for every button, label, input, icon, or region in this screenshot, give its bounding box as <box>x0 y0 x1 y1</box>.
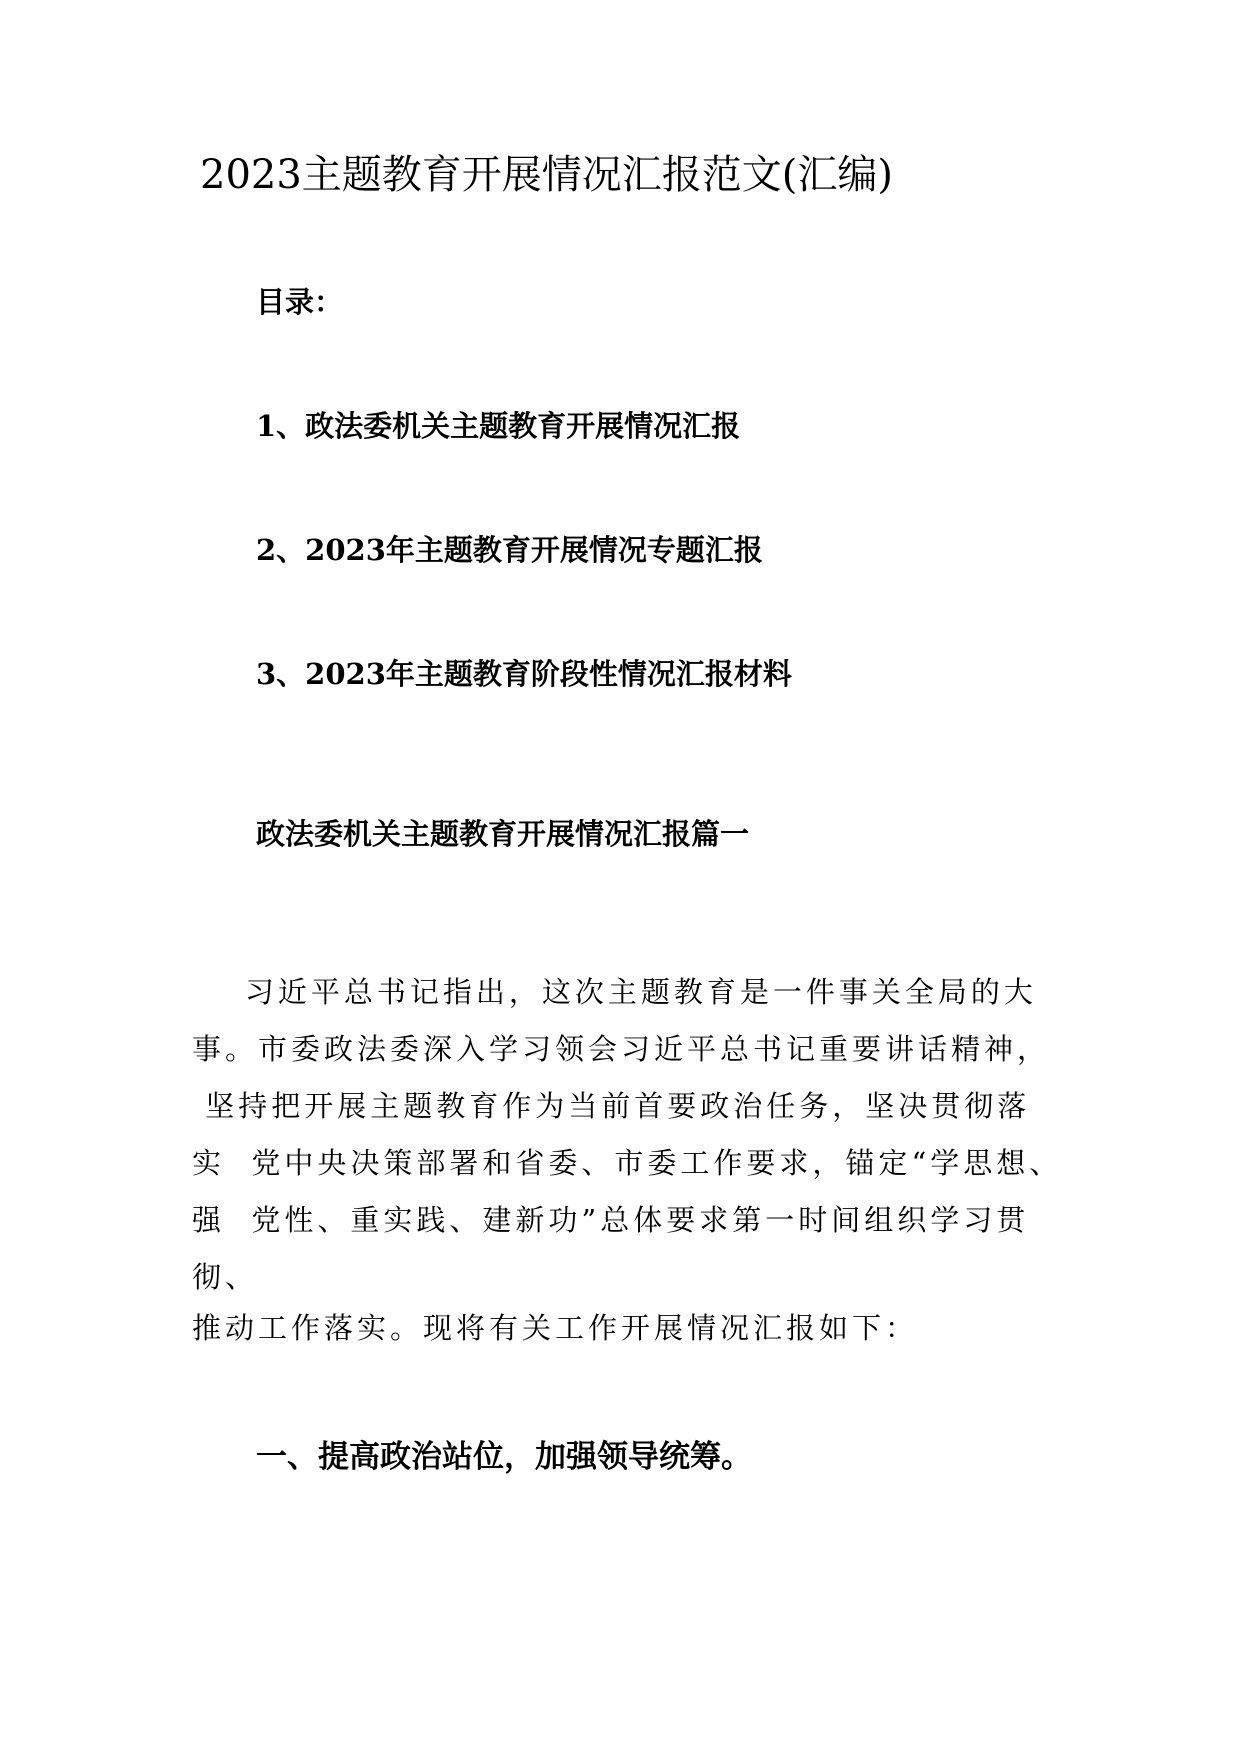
body-text-line: 推动工作落实。现将有关工作开展情况汇报如下： <box>192 1311 919 1345</box>
body-text-line: 事。市委政法委深入学习领会习近平总书记重要讲话精神， <box>192 1032 1051 1066</box>
body-text-line: 坚持把开展主题教育作为当前首要政治任务，坚决贯彻落 <box>192 1089 1031 1123</box>
body-text-line: 彻、 <box>192 1260 259 1294</box>
document-title: 2023主题教育开展情况汇报范文(汇编) <box>200 152 894 198</box>
body-text-line: 实 党中央决策部署和省委、市委工作要求，锚定“学思想、 <box>192 1146 1063 1180</box>
toc-item: 3、2023年主题教育阶段性情况汇报材料 <box>256 657 792 691</box>
toc-item: 1、政法委机关主题教育开展情况汇报 <box>256 409 741 443</box>
sub-heading: 一、提高政治站位，加强领导统筹。 <box>256 1439 752 1475</box>
body-text-line: 习近平总书记指出，这次主题教育是一件事关全局的大 <box>192 975 1037 1009</box>
section-heading: 政法委机关主题教育开展情况汇报篇一 <box>256 817 750 851</box>
toc-heading: 目录： <box>256 285 344 319</box>
toc-item: 2、2023年主题教育开展情况专题汇报 <box>256 533 763 567</box>
body-text-line: 强 党性、重实践、建新功”总体要求第一时间组织学习贯 <box>192 1203 1030 1237</box>
